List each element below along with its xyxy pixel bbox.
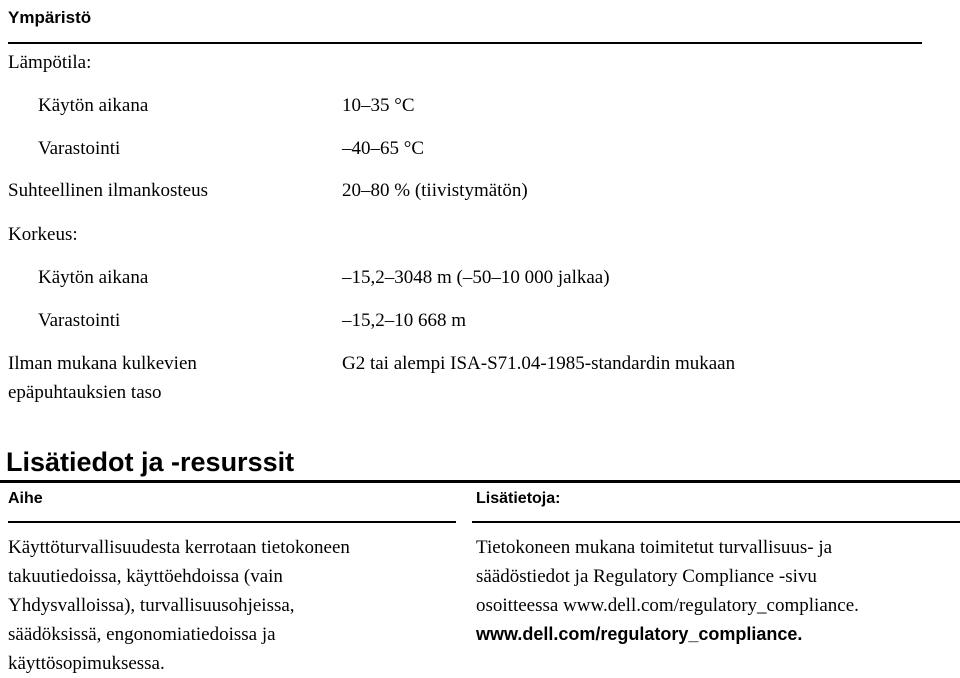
env-label: Ilman mukana kulkevien (8, 353, 197, 374)
env-value: –40–65 °C (342, 138, 425, 159)
column-header-info: Lisätietoja: (476, 490, 561, 507)
env-value: G2 tai alempi ISA-S71.04-1985-standardin mukaan (342, 353, 736, 374)
section-rule (0, 480, 960, 483)
topic-line: käyttösopimuksessa. (8, 653, 165, 674)
env-value: –15,2–3048 m (–50–10 000 jalkaa) (342, 267, 610, 288)
topic-line: Yhdysvalloissa), turvallisuusohjeissa, (8, 595, 295, 616)
env-label: Korkeus: (8, 224, 78, 245)
info-cell (476, 533, 960, 649)
topic-line: Käyttöturvallisuudesta kerrotaan tietokoneen (8, 537, 350, 558)
heading-rule (8, 42, 922, 44)
section-heading-environment: Ympäristö (8, 8, 92, 27)
env-value: 20–80 % (tiivistymätön) (342, 180, 528, 201)
column-header-topic: Aihe (8, 490, 43, 507)
env-label: Lämpötila: (8, 52, 92, 73)
env-label: Suhteellinen ilmankosteus (8, 180, 209, 201)
env-label: Käytön aikana (38, 267, 149, 288)
env-label: Varastointi (38, 310, 121, 331)
column-rule-info (472, 521, 960, 523)
env-value: 10–35 °C (342, 95, 415, 116)
topic-cell (8, 533, 458, 678)
column-rule-topic (8, 521, 456, 523)
env-value: –15,2–10 668 m (342, 310, 467, 331)
info-line: osoitteessa www.dell.com/regulatory_compliance. (476, 595, 859, 616)
regulatory-compliance-link[interactable]: www.dell.com/regulatory_compliance. (476, 624, 803, 644)
info-line: Tietokoneen mukana toimitetut turvallisuus- ja (476, 537, 833, 558)
topic-line: takuutiedoissa, käyttöehdoissa (vain (8, 566, 283, 587)
info-line: säädöstiedot ja Regulatory Compliance -sivu (476, 566, 817, 587)
topic-line: säädöksissä, engonomiatiedoissa ja (8, 624, 276, 645)
env-label: Käytön aikana (38, 95, 149, 116)
env-label-line2: epäpuhtauksien taso (8, 382, 162, 403)
section-title-resources: Lisätiedot ja -resurssit (6, 447, 295, 477)
env-label: Varastointi (38, 138, 121, 159)
